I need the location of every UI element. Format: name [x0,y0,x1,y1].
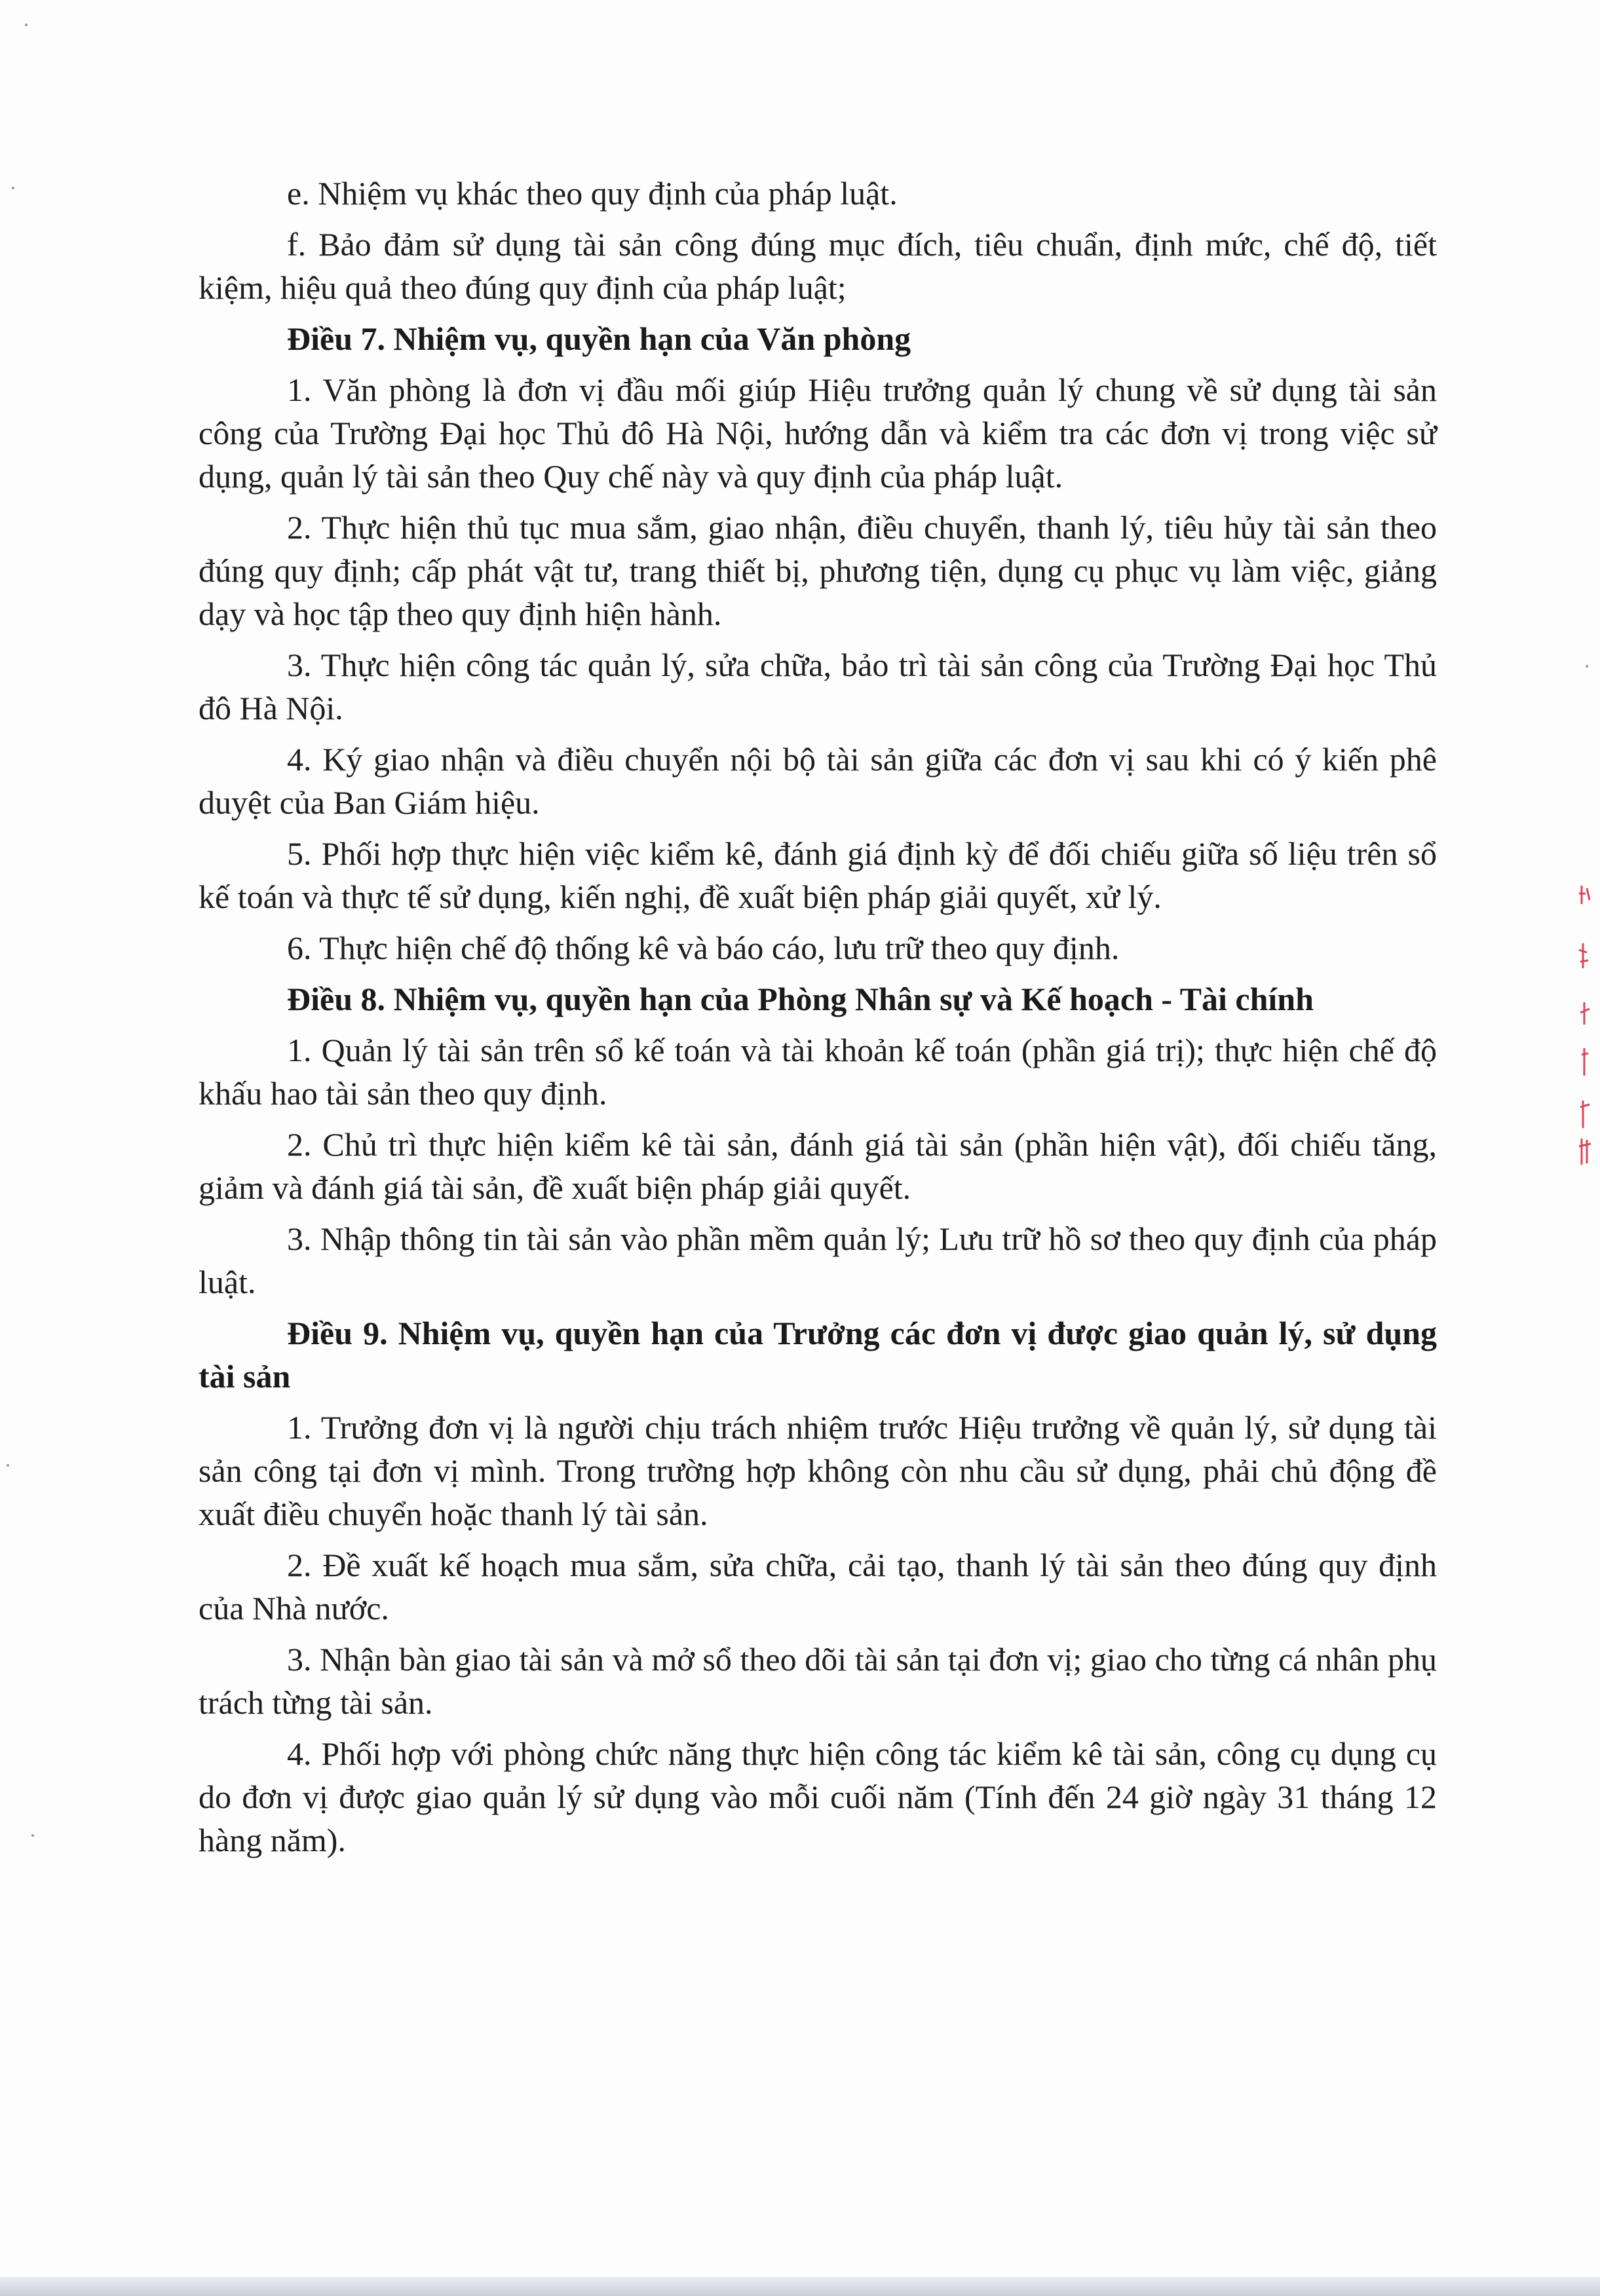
red-seal-edge-mark [1578,884,1593,1166]
scanner-bottom-edge [0,2277,1600,2296]
scan-speck [12,187,14,189]
article-7-item-5: 5. Phối hợp thực hiện việc kiểm kê, đánh giá định kỳ để đối chiếu giữa số liệu trên sổ kế toán và thực tế sử dụng, kiến nghị, đề xuất biện pháp giải quyết, xử lý. [199,835,1437,915]
article-7-item-2: 2. Thực hiện thủ tục mua sắm, giao nhận, điều chuyển, thanh lý, tiêu hủy tài sản theo đúng quy định; cấp phát vật tư, trang thiết bị, phương tiện, dụng cụ phục vụ làm việc, giảng dạy và học tập theo quy định hiện hành. [199,509,1437,632]
article-8-item-2: 2. Chủ trì thực hiện kiểm kê tài sản, đánh giá tài sản (phần hiện vật), đối chiếu tăng, giảm và đánh giá tài sản, đề xuất biện pháp giải quyết. [199,1126,1437,1206]
article-7-item-4: 4. Ký giao nhận và điều chuyển nội bộ tài sản giữa các đơn vị sau khi có ý kiến phê duyệt của Ban Giám hiệu. [199,741,1437,821]
article-9-item-4: 4. Phối hợp với phòng chức năng thực hiện công tác kiểm kê tài sản, công cụ dụng cụ do đơn vị được giao quản lý sử dụng vào mỗi cuối năm (Tính đến 24 giờ ngày 31 tháng 12 hàng năm). [199,1735,1437,1858]
article-8-item-3: 3. Nhập thông tin tài sản vào phần mềm quản lý; Lưu trữ hồ sơ theo quy định của pháp luật. [199,1220,1437,1300]
scan-speck [25,24,28,26]
article-9-item-2: 2. Đề xuất kế hoạch mua sắm, sửa chữa, cải tạo, thanh lý tài sản theo đúng quy định của Nhà nước. [199,1547,1437,1627]
article-7-item-6: 6. Thực hiện chế độ thống kê và báo cáo, lưu trữ theo quy định. [287,930,1120,966]
article-7-heading: Điều 7. Nhiệm vụ, quyền hạn của Văn phòng [287,320,911,357]
article-7-item-3: 3. Thực hiện công tác quản lý, sửa chữa, bảo trì tài sản công của Trường Đại học Thủ đô Hà Nội. [199,647,1437,726]
scan-speck [7,1464,9,1467]
article-9-item-3: 3. Nhận bàn giao tài sản và mở sổ theo dõi tài sản tại đơn vị; giao cho từng cá nhân phụ trách từng tài sản. [199,1641,1437,1721]
article-9-heading: Điều 9. Nhiệm vụ, quyền hạn của Trưởng các đơn vị được giao quản lý, sử dụng tài sản [199,1315,1437,1395]
document-body [199,172,1437,1870]
article-8-item-1: 1. Quản lý tài sản trên sổ kế toán và tài khoản kế toán (phần giá trị); thực hiện chế độ khấu hao tài sản theo quy định. [199,1032,1437,1112]
scan-speck [1586,665,1588,668]
list-item-f: f. Bảo đảm sử dụng tài sản công đúng mục đích, tiêu chuẩn, định mức, chế độ, tiết kiệm, hiệu quả theo đúng quy định của pháp luật; [199,226,1437,306]
article-9-item-1: 1. Trưởng đơn vị là người chịu trách nhiệm trước Hiệu trưởng về quản lý, sử dụng tài sản công tại đơn vị mình. Trong trường hợp không còn nhu cầu sử dụng, phải chủ động đề xuất điều chuyển hoặc thanh lý tài sản. [199,1409,1437,1532]
top-scan-mark [662,0,734,12]
list-item-e: e. Nhiệm vụ khác theo quy định của pháp luật. [287,175,898,212]
article-8-heading: Điều 8. Nhiệm vụ, quyền hạn của Phòng Nhân sự và Kế hoạch - Tài chính [287,981,1314,1017]
article-7-item-1: 1. Văn phòng là đơn vị đầu mối giúp Hiệu trưởng quản lý chung về sử dụng tài sản công của Trường Đại học Thủ đô Hà Nội, hướng dẫn và kiểm tra các đơn vị trong việc sử dụng, quản lý tài sản theo Quy chế này và quy định của pháp luật. [199,371,1437,495]
scan-speck [31,1834,34,1837]
